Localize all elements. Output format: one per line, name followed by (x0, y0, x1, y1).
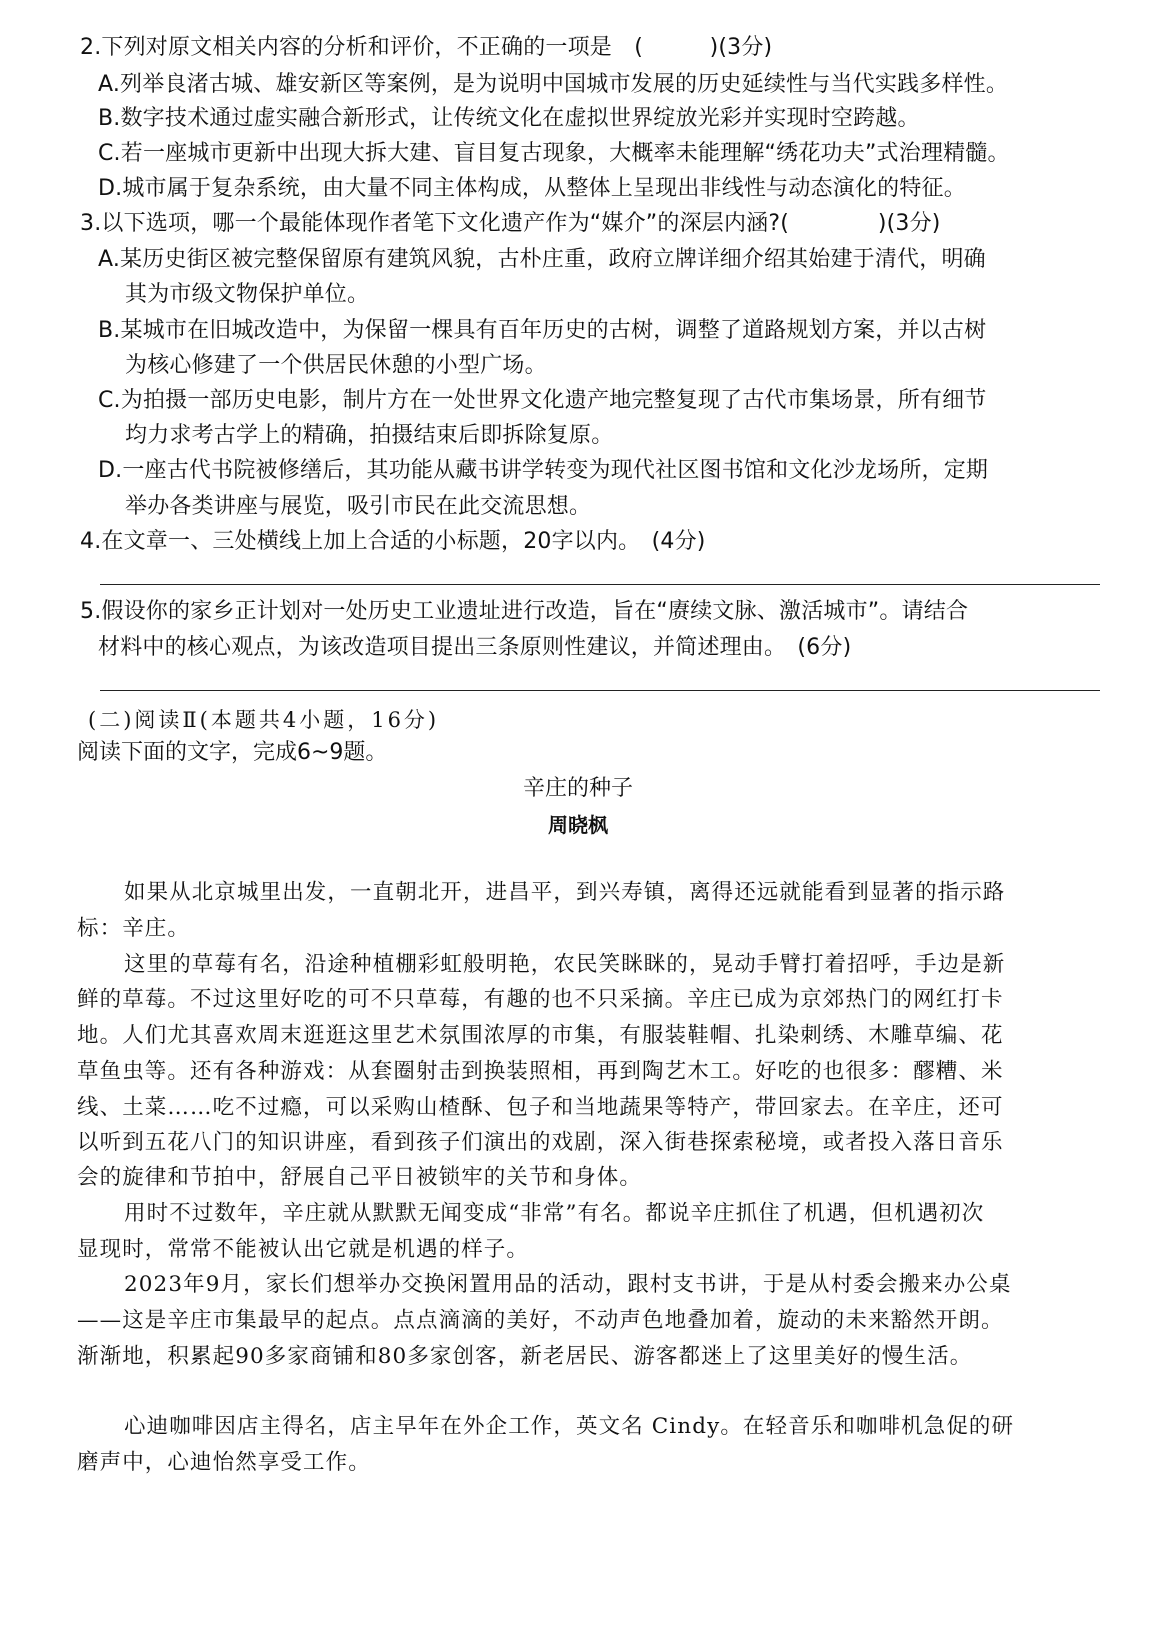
paragraph-5-line-2: 磨声中，心迪怡然享受工作。 (77, 1450, 371, 1475)
paragraph-3-line-1: 用时不过数年，辛庄就从默默无闻变成“非常”有名。都说辛庄抓住了机遇，但机遇初次 (124, 1201, 985, 1226)
paragraph-3-line-2: 显现时，常常不能被认出它就是机遇的样子。 (77, 1237, 530, 1262)
paragraph-4-line-1: 2023年9月，家长们想举办交换闲置用品的活动，跟村支书讲，于是从村委会搬来办公桌 (124, 1272, 1012, 1297)
article-author: 周晓枫 (548, 813, 608, 837)
paragraph-1-line-2: 标：辛庄。 (77, 916, 191, 941)
question-3-option-c: C.为拍摄一部历史电影，制片方在一处世界文化遗产地完整复现了古代市集场景，所有细节 (98, 388, 987, 413)
question-2-option-a: A.列举良渚古城、雄安新区等案例，是为说明中国城市发展的历史延续性与当代实践多样性。 (98, 72, 1009, 97)
question-3-option-d: D.一座古代书院被修缮后，其功能从藏书讲学转变为现代社区图书馆和文化沙龙场所，定期 (98, 458, 989, 483)
question-3-option-b: B.某城市在旧城改造中，为保留一棵具有百年历史的古树，调整了道路规划方案，并以古树 (98, 318, 987, 343)
question-2-option-b: B.数字技术通过虚实融合新形式，让传统文化在虚拟世界绽放光彩并实现时空跨越。 (98, 106, 920, 131)
question-3-option-b-cont: 为核心修建了一个供居民休憩的小型广场。 (125, 353, 547, 378)
paragraph-1-line-1: 如果从北京城里出发，一直朝北开，进昌平，到兴寿镇，离得还远就能看到显著的指示路 (124, 880, 1006, 905)
paragraph-2-line-1: 这里的草莓有名，沿途种植棚彩虹般明艳，农民笑眯眯的，晃动手臂打着招呼，手边是新 (124, 952, 1006, 977)
question-2-option-c: C.若一座城市更新中出现大拆大建、盲目复古现象，大概率未能理解“绣花功夫”式治理精髓。 (98, 141, 1010, 166)
section-heading: (二)阅读Ⅱ(本题共4小题，16分) (88, 708, 440, 732)
question-4-stem: 4.在文章一、三处横线上加上合适的小标题，20字以内。 (4分) (80, 529, 706, 554)
question-2-option-d: D.城市属于复杂系统，由大量不同主体构成，从整体上呈现出非线性与动态演化的特征。 (98, 176, 966, 201)
paragraph-2-line-4: 草鱼虫等。还有各种游戏：从套圈射击到换装照相，再到陶艺木工。好吃的也很多：醪糟、米 (77, 1059, 1004, 1084)
question-3-option-a-cont: 其为市级文物保护单位。 (125, 282, 370, 307)
question-5-line-1: 5.假设你的家乡正计划对一处历史工业遗址进行改造，旨在“赓续文脉、激活城市”。请结合 (80, 599, 969, 624)
paragraph-5-line-1: 心迪咖啡因店主得名，店主早年在外企工作，英文名 Cindy。在轻音乐和咖啡机急促的研 (124, 1414, 1015, 1439)
question-3-option-d-cont: 举办各类讲座与展览，吸引市民在此交流思想。 (125, 494, 592, 519)
question-5-line-2: 材料中的核心观点，为该改造项目提出三条原则性建议，并简述理由。 (6分) (98, 635, 852, 660)
paragraph-2-line-6: 以听到五花八门的知识讲座，看到孩子们演出的戏剧，深入街巷探索秘境，或者投入落日音乐 (77, 1130, 1004, 1155)
paragraph-4-line-2: ——这是辛庄市集最早的起点。点点滴滴的美好，不动声色地叠加着，旋动的未来豁然开朗。 (77, 1308, 1004, 1333)
question-3-stem: 3.以下选项，哪一个最能体现作者笔下文化遗产作为“媒介”的深层内涵?( )(3分) (80, 211, 941, 236)
question-3-option-c-cont: 均力求考古学上的精确，拍摄结束后即拆除复原。 (125, 423, 614, 448)
paragraph-4-line-3: 渐渐地，积累起90多家商铺和80多家创客，新老居民、游客都迷上了这里美好的慢生活。 (77, 1344, 973, 1369)
section-instruction: 阅读下面的文字，完成6~9题。 (77, 740, 388, 765)
article-title: 辛庄的种子 (522, 776, 633, 801)
paragraph-2-line-7: 会的旋律和节拍中，舒展自己平日被锁牢的关节和身体。 (77, 1165, 643, 1190)
paragraph-2-line-2: 鲜的草莓。不过这里好吃的可不只草莓，有趣的也不只采摘。辛庄已成为京郊热门的网红打卡 (77, 987, 1004, 1012)
paragraph-2-line-3: 地。人们尤其喜欢周末逛逛这里艺术氛围浓厚的市集，有服装鞋帽、扎染刺绣、木雕草编、花 (77, 1023, 1004, 1048)
answer-line-q5[interactable] (100, 690, 1100, 691)
question-2-stem: 2.下列对原文相关内容的分析和评价，不正确的一项是 ( )(3分) (80, 35, 773, 60)
answer-line-q4[interactable] (100, 584, 1100, 585)
paragraph-2-line-5: 线、土菜……吃不过瘾，可以采购山楂酥、包子和当地蔬果等特产，带回家去。在辛庄，还可 (77, 1095, 1004, 1120)
question-3-option-a: A.某历史街区被完整保留原有建筑风貌，古朴庄重，政府立牌详细介绍其始建于清代，明确 (98, 247, 986, 272)
